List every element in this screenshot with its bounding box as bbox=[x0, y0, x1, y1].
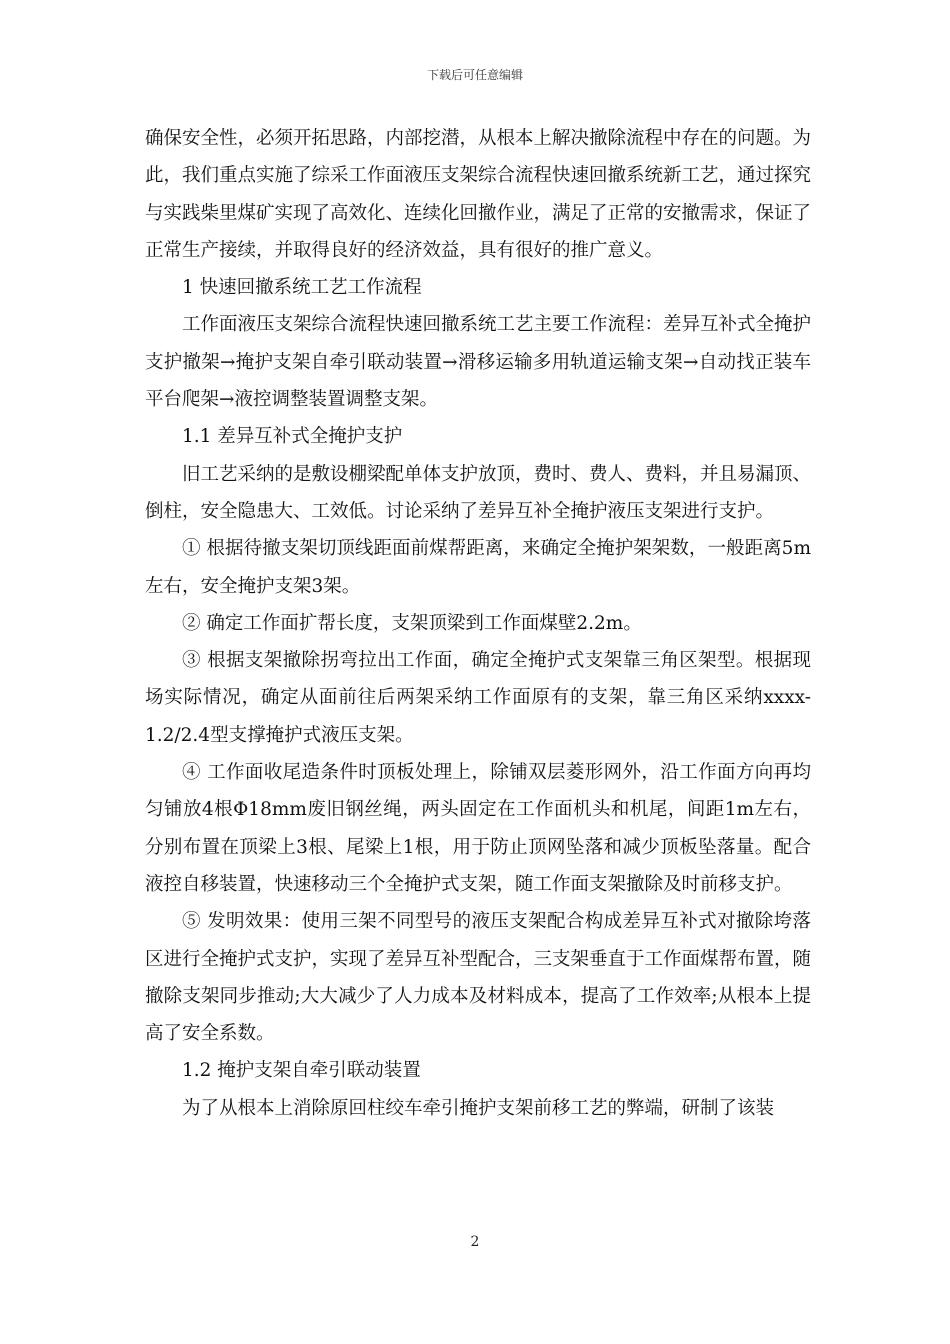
subsection-heading: 1.2 掩护支架自牵引联动装置 bbox=[182, 1060, 421, 1082]
section-heading: 1 快速回撤系统工艺工作流程 bbox=[182, 277, 422, 299]
paragraph: 为了从根本上消除原回柱绞车牵引掩护支架前移工艺的弊端，研制了该装 bbox=[182, 1097, 775, 1119]
body-text bbox=[145, 120, 811, 1127]
page-number: 2 bbox=[470, 1234, 480, 1250]
list-item: ② 确定工作面扩帮长度，支架顶梁到工作面煤壁2.2m。 bbox=[182, 612, 642, 634]
subsection-heading: 1.1 差异互补式全掩护支护 bbox=[182, 426, 403, 448]
list-item: ⑤ 发明效果：使用三架不同型号的液压支架配合构成差异互补式对撤除垮落区进行全掩护式支护，实现了差异互补型配合，三支架垂直于工作面煤帮布置，随撤除支架同步推动;大大减少了人力成本及材料成本，提高了工作效率;从根本上提高了安全系数。 bbox=[145, 911, 812, 1045]
list-item: ① 根据待撤支架切顶线距面前煤帮距离，来确定全掩护架架数，一般距离5m左右，安全掩护支架3架。 bbox=[145, 538, 811, 597]
paragraph: 旧工艺采纳的是敷设棚梁配单体支护放顶，费时、费人、费料，并且易漏顶、倒柱，安全隐患大、工效低。讨论采纳了差异互补全掩护液压支架进行支护。 bbox=[145, 463, 812, 522]
page-header: 下载后可任意编辑 bbox=[426, 68, 523, 82]
paragraph: 工作面液压支架综合流程快速回撤系统工艺主要工作流程：差异互补式全掩护支护撤架→掩护支架自牵引联动装置→滑移运输多用轨道运输支架→自动找正装车平台爬架→液控调整装置调整支架。 bbox=[145, 314, 812, 411]
list-item: ④ 工作面收尾造条件时顶板处理上，除铺双层菱形网外，沿工作面方向再均匀铺放4根Φ18mm废旧钢丝绳，两头固定在工作面机头和机尾，间距1m左右，分别布置在顶梁上3根、尾梁上1根，用于防止顶网坠落和减少顶板坠落量。配合液控自移装置，快速移动三个全掩护式支架，随工作面支架撤除及时前移支护。 bbox=[145, 762, 811, 895]
paragraph: 确保安全性，必须开拓思路，内部挖潜，从根本上解决撤除流程中存在的问题。为此，我们重点实施了综采工作面液压支架综合流程快速回撤系统新工艺，通过探究与实践柴里煤矿实现了高效化、连续化回撤作业，满足了正常的安撤需求，保证了正常生产接续，并取得良好的经济效益，具有很好的推广意义。 bbox=[145, 128, 812, 261]
list-item: ③ 根据支架撤除拐弯拉出工作面，确定全掩护式支架靠三角区架型。根据现场实际情况，确定从面前往后两架采纳工作面原有的支架，靠三角区采纳xxxx-1.2/2.4型支撑掩护式液压支架。 bbox=[145, 650, 811, 746]
